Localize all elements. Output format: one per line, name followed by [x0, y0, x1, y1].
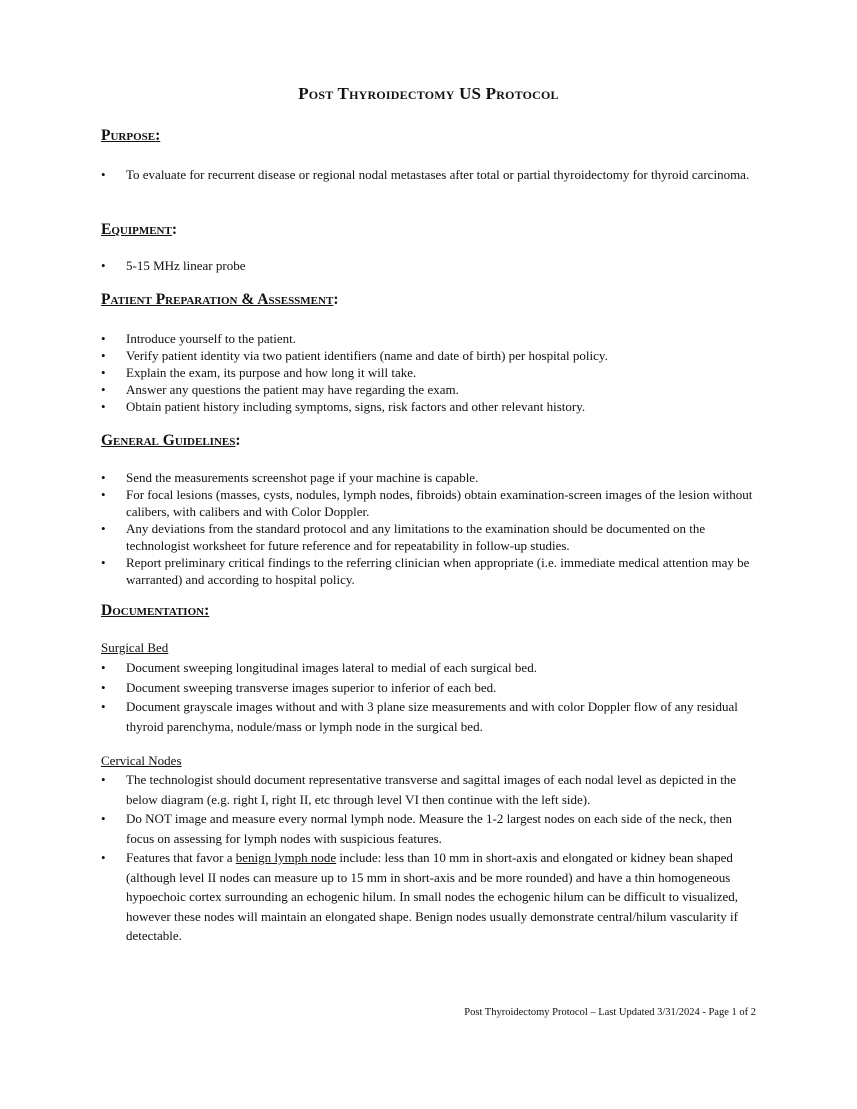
list-item: • Send the measurements screenshot page if your machine is capable.: [101, 469, 761, 486]
list-item: • Obtain patient history including symptoms, signs, risk factors and other relevant history.: [101, 398, 761, 415]
list-item: • Do NOT image and measure every normal lymph node. Measure the 1-2 largest nodes on each side of the neck, then focus on assessing for lymph nodes with suspicious features.: [101, 809, 761, 848]
benign-lymph-node-term: benign lymph node: [235, 850, 337, 865]
list-item: • Report preliminary critical findings to the referring clinician when appropriate (i.e. immediate medical attention may be warranted) and according to hospital policy.: [101, 554, 761, 588]
preparation-list: [101, 330, 761, 415]
preparation-heading-text: Patient Preparation & Assessment: [101, 291, 334, 308]
list-item: • Document sweeping longitudinal images lateral to medial of each surgical bed.: [101, 658, 761, 678]
equipment-heading-text: Equipment: [101, 221, 172, 238]
purpose-list: [101, 166, 761, 183]
cervical-nodes-subheading: Cervical Nodes: [101, 753, 182, 768]
documentation-heading-text: Documentation: [101, 602, 205, 619]
list-item: • For focal lesions (masses, cysts, nodules, lymph nodes, fibroids) obtain examination-screen images of the lesion without calibers, with calibers and with Color Doppler.: [101, 486, 761, 520]
page-footer: Post Thyroidectomy Protocol – Last Updated 3/31/2024 - Page 1 of 2: [464, 1007, 756, 1018]
cervical-nodes-list: [101, 770, 761, 946]
list-item: • Document sweeping transverse images superior to inferior of each bed.: [101, 678, 761, 698]
list-item: • Explain the exam, its purpose and how long it will take.: [101, 364, 761, 381]
list-item: • Document grayscale images without and with 3 plane size measurements and with color Doppler flow of any residual thyroid parenchyma, nodule/mass or lymph node in the surgical bed.: [101, 697, 761, 736]
surgical-bed-subheading: Surgical Bed: [101, 640, 169, 655]
list-item: • The technologist should document representative transverse and sagittal images of each nodal level as depicted in the below diagram (e.g. right I, right II, etc through level VI then continue with the left side).: [101, 770, 761, 809]
guidelines-heading-text: General Guidelines: [101, 432, 236, 449]
list-item: • Any deviations from the standard protocol and any limitations to the examination should be documented on the technologist worksheet for future reference and for repeatability in follow-up studies.: [101, 520, 761, 554]
page-title: Post Thyroidectomy US Protocol: [298, 84, 559, 103]
purpose-heading: Purpose:: [101, 127, 161, 144]
surgical-bed-list: [101, 658, 761, 736]
preparation-heading: Patient Preparation & Assessment:: [101, 291, 339, 308]
list-item: • Verify patient identity via two patient identifiers (name and date of birth) per hospital policy.: [101, 347, 761, 364]
guidelines-list: [101, 469, 761, 588]
equipment-list: [101, 257, 761, 274]
list-item: • Answer any questions the patient may have regarding the exam.: [101, 381, 761, 398]
list-item: • 5-15 MHz linear probe: [101, 257, 761, 274]
benign-suffix: include: less than 10 mm in short-axis and elongated or kidney bean shaped (although level II nodes can measure up to 15 mm in short-axis and be more rounded) and have a thin homogeneous hypoechoic cortex surrounding an echogenic hilum. In small nodes the echogenic hilum can be difficult to visualized, however these nodes will maintain an elongated shape. Benign nodes usually demonstrate central/hilum vascularity if detectable.: [126, 850, 739, 943]
guidelines-heading: General Guidelines:: [101, 432, 241, 449]
list-item-benign-features: [101, 848, 761, 946]
purpose-heading-text: Purpose: [101, 127, 156, 144]
list-item: • Introduce yourself to the patient.: [101, 330, 761, 347]
list-item: • To evaluate for recurrent disease or regional nodal metastases after total or partial thyroidectomy for thyroid carcinoma.: [101, 166, 761, 183]
equipment-heading: Equipment:: [101, 221, 178, 238]
documentation-heading: Documentation:: [101, 602, 210, 619]
benign-prefix: Features that favor a: [126, 850, 236, 865]
